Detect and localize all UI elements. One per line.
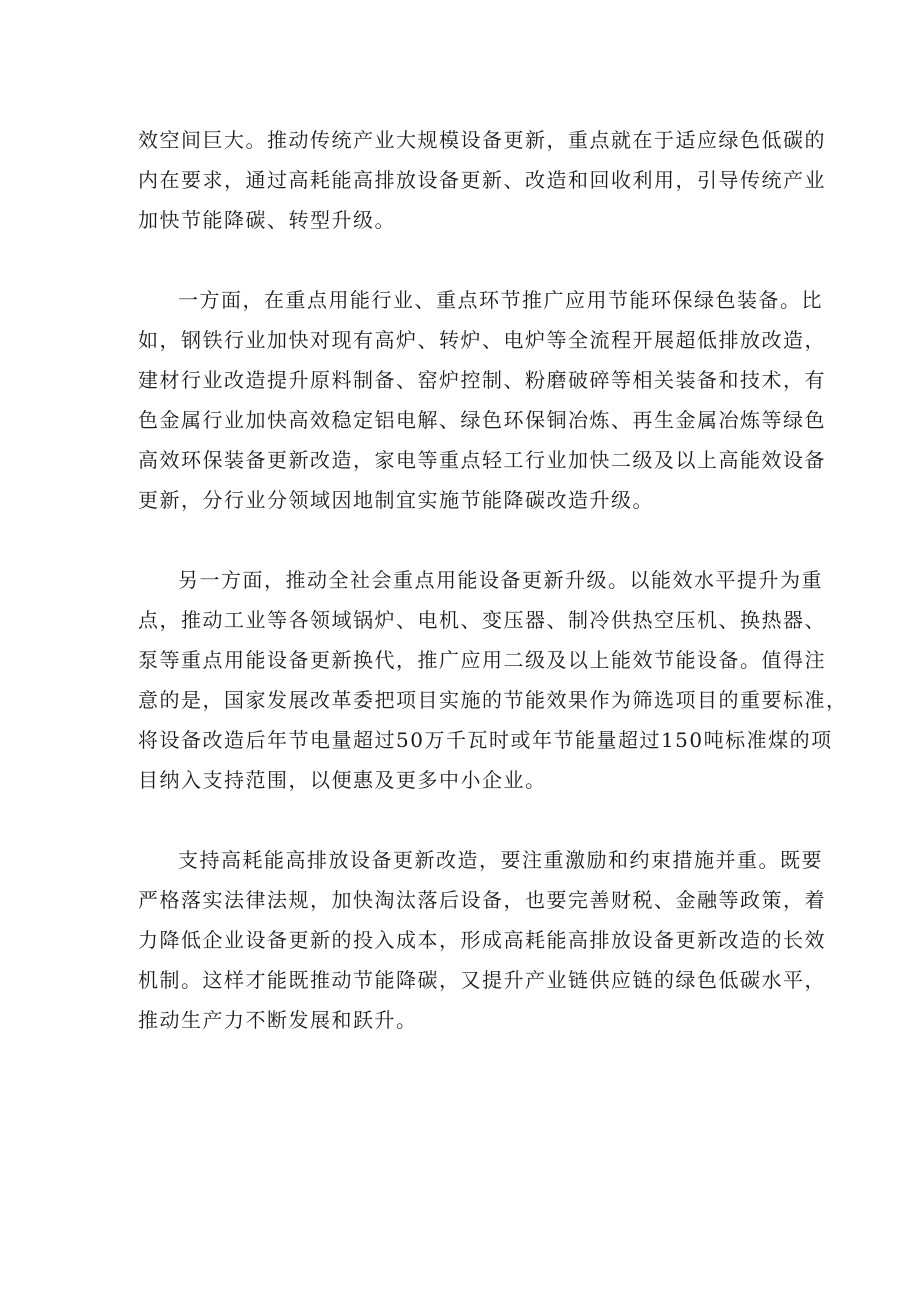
text-line: 加快节能降碳、转型升级。 (138, 208, 396, 232)
text-line: 如，钢铁行业加快对现有高炉、转炉、电炉等全流程开展超低排放改造， (138, 328, 826, 352)
text-line: 泵等重点用能设备更新换代，推广应用二级及以上能效节能设备。值得注 (138, 648, 826, 672)
text-line: 意的是，国家发展改革委把项目实施的节能效果作为筛选项目的重要标准， (138, 688, 848, 712)
text-line: 点，推动工业等各领域锅炉、电机、变压器、制冷供热空压机、换热器、 (138, 608, 826, 632)
article-body (138, 120, 848, 1040)
text-line: 效空间巨大。推动传统产业大规模设备更新，重点就在于适应绿色低碳的 (138, 128, 826, 152)
paragraph-2 (138, 280, 826, 520)
paragraph-4 (138, 840, 826, 1040)
text-line: 色金属行业加快高效稳定铝电解、绿色环保铜冶炼、再生金属冶炼等绿色 (138, 408, 826, 432)
text-line: 内在要求，通过高耗能高排放设备更新、改造和回收利用，引导传统产业 (138, 168, 826, 192)
text-line: 另一方面，推动全社会重点用能设备更新升级。以能效水平提升为重 (178, 568, 823, 592)
text-line: 高效环保装备更新改造，家电等重点轻工行业加快二级及以上高能效设备 (138, 448, 826, 472)
text-line: 建材行业改造提升原料制备、窑炉控制、粉磨破碎等相关装备和技术，有 (138, 368, 826, 392)
text-line: 目纳入支持范围，以便惠及更多中小企业。 (138, 768, 547, 792)
paragraph-1 (138, 120, 826, 240)
text-line: 推动生产力不断发展和跃升。 (138, 1008, 418, 1032)
paragraph-3 (138, 560, 848, 800)
text-line: 更新，分行业分领域因地制宜实施节能降碳改造升级。 (138, 488, 654, 512)
text-line: 严格落实法律法规，加快淘汰落后设备，也要完善财税、金融等政策，着 (138, 888, 826, 912)
text-line: 支持高耗能高排放设备更新改造，要注重激励和约束措施并重。既要 (178, 848, 823, 872)
text-line: 将设备改造后年节电量超过50万千瓦时或年节能量超过150吨标准煤的项 (138, 728, 833, 752)
text-line: 机制。这样才能既推动节能降碳，又提升产业链供应链的绿色低碳水平， (138, 968, 826, 992)
text-line: 力降低企业设备更新的投入成本，形成高耗能高排放设备更新改造的长效 (138, 928, 826, 952)
text-line: 一方面，在重点用能行业、重点环节推广应用节能环保绿色装备。比 (178, 288, 823, 312)
